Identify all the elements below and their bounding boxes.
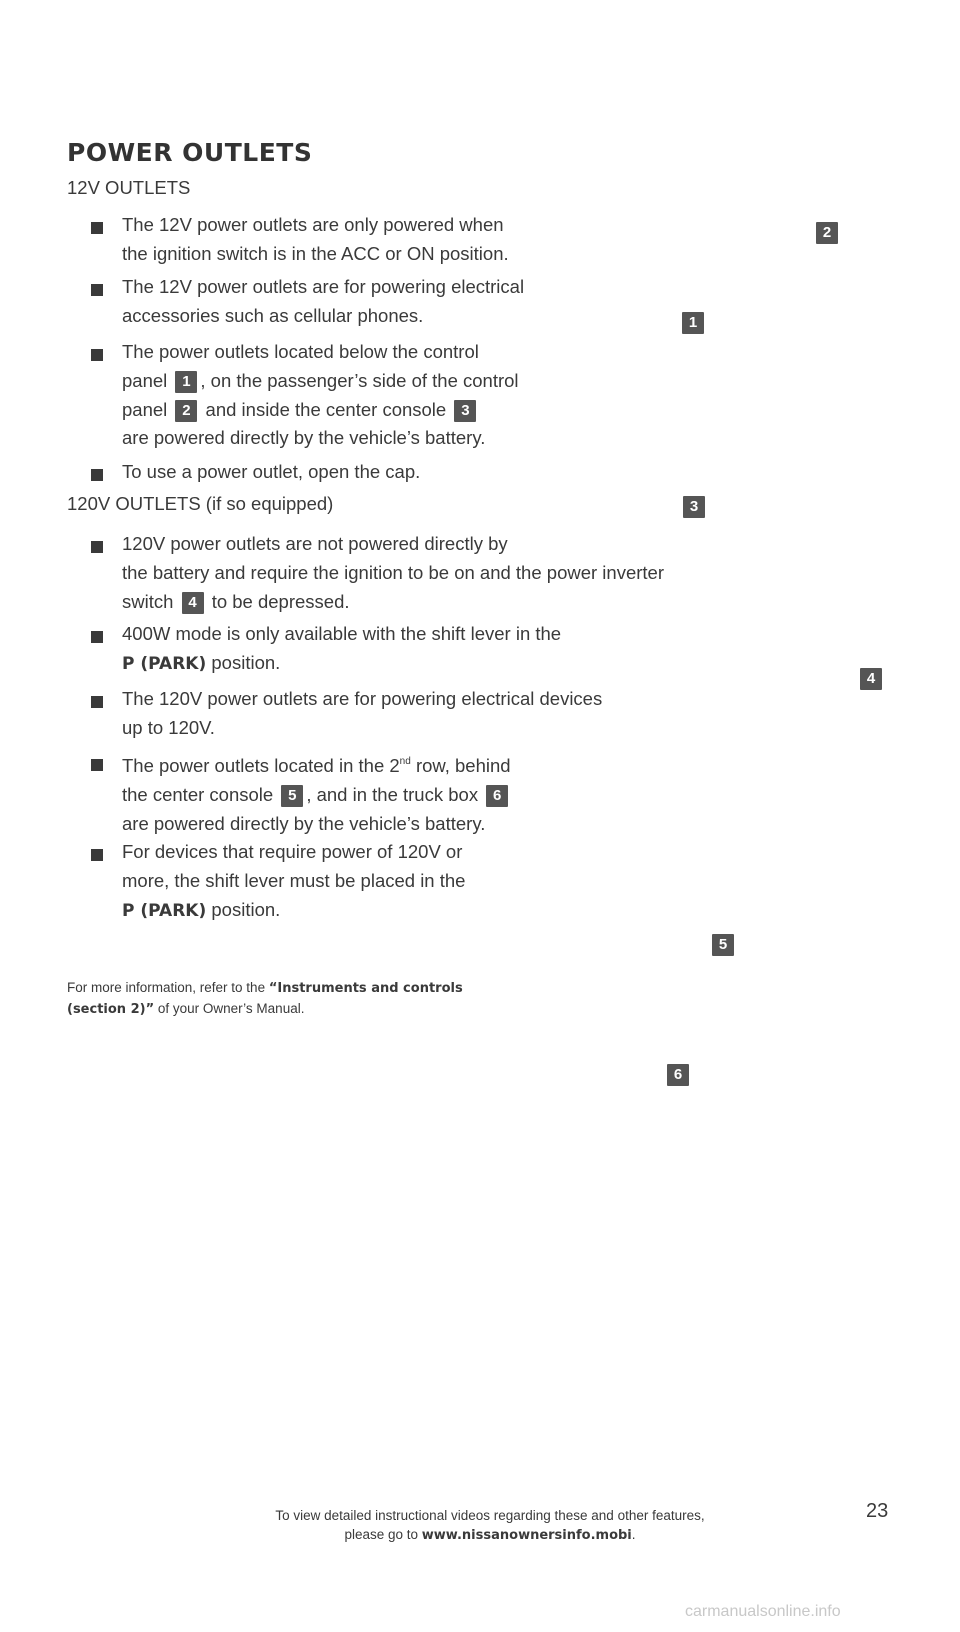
- diagram-label-1: 1: [682, 312, 704, 334]
- bullet-line: For devices that require power of 120V or: [122, 841, 463, 862]
- square-bullet-icon: [91, 759, 103, 771]
- page-title: POWER OUTLETS: [67, 138, 313, 167]
- bullet-line: 400W mode is only available with the shift lever in the: [122, 623, 562, 644]
- bullet-line: 120V power outlets are not powered directly by: [122, 533, 508, 554]
- section-heading-120v: 120V OUTLETS (if so equipped): [67, 493, 334, 514]
- bullet-line: The power outlets located in the 2nd row, behind: [122, 755, 511, 776]
- diagram-label-5: 5: [712, 934, 734, 956]
- bullet-line: To use a power outlet, open the cap.: [122, 461, 421, 482]
- bullet-line: panel 2 and inside the center console 3: [122, 396, 519, 425]
- diagram-label-4: 4: [860, 668, 882, 690]
- square-bullet-icon: [91, 469, 103, 481]
- square-bullet-icon: [91, 284, 103, 296]
- bullet-line: accessories such as cellular phones.: [122, 304, 424, 326]
- square-bullet-icon: [91, 222, 103, 234]
- callout-badge-4: 4: [182, 592, 204, 614]
- section-heading-12v: 12V OUTLETS: [67, 177, 191, 198]
- bullet-line: are powered directly by the vehicle’s battery.: [122, 427, 486, 449]
- footer-note: To view detailed instructional videos regarding these and other features, please go to www.nissanownersinfo.mobi.: [275, 1508, 705, 1543]
- bullet-line: the ignition switch is in the ACC or ON position.: [122, 242, 509, 264]
- diagram-label-6: 6: [667, 1064, 689, 1086]
- callout-badge-6: 6: [486, 785, 508, 807]
- bullet-line: The power outlets located below the control: [122, 341, 479, 362]
- callout-badge-5: 5: [281, 785, 303, 807]
- bullet-line: are powered directly by the vehicle’s battery.: [122, 812, 486, 834]
- bullet-line: more, the shift lever must be placed in the: [122, 869, 466, 891]
- bullet-line: P (PARK) position.: [122, 898, 281, 921]
- bullet-line: The 120V power outlets are for powering electrical devices: [122, 688, 603, 709]
- footer-url-link[interactable]: www.nissanownersinfo.mobi: [421, 1528, 632, 1543]
- watermark: carmanualsonline.info: [685, 1603, 841, 1620]
- bullet-line: the center console 5 , and in the truck box 6: [122, 781, 511, 810]
- square-bullet-icon: [91, 696, 103, 708]
- bullet-line: panel 1 , on the passenger’s side of the control: [122, 369, 519, 391]
- square-bullet-icon: [91, 631, 103, 643]
- square-bullet-icon: [91, 849, 103, 861]
- bullet-line: The 12V power outlets are for powering electrical: [122, 276, 525, 297]
- bullet-line: the battery and require the ignition to be on and the power inverter: [122, 561, 664, 583]
- diagram-label-3: 3: [683, 496, 705, 518]
- bullet-line: switch 4 to be depressed.: [122, 590, 350, 612]
- diagram-label-2: 2: [816, 222, 838, 244]
- callout-badge-3: 3: [454, 400, 476, 422]
- callout-badge-1: 1: [175, 371, 197, 393]
- square-bullet-icon: [91, 349, 103, 361]
- bullet-line: P (PARK) position.: [122, 651, 281, 674]
- bullet-line: The 12V power outlets are only powered when: [122, 214, 504, 235]
- bullet-line: up to 120V.: [122, 716, 215, 738]
- page-number: 23: [866, 1500, 889, 1522]
- callout-badge-2: 2: [175, 400, 197, 422]
- square-bullet-icon: [91, 541, 103, 553]
- manual-reference-note: For more information, refer to the “Instruments and controls (section 2)” of your Owner’s Manual.: [67, 980, 463, 1017]
